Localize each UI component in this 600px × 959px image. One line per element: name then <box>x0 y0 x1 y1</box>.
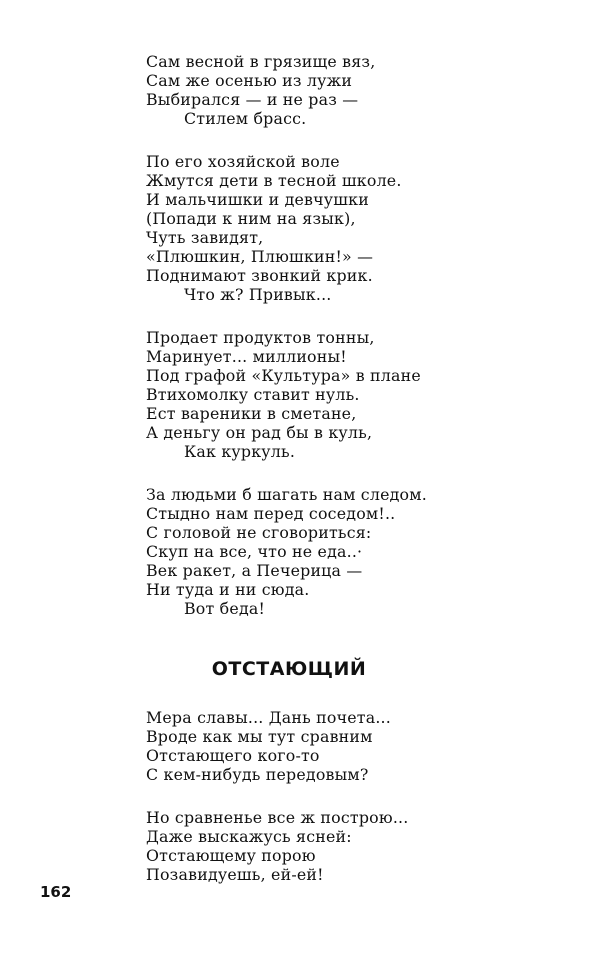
poem-line-indented: Стилем брасс. <box>184 109 307 128</box>
poem-line: Сам же осенью из лужи <box>146 71 353 90</box>
poem-line: А деньгу он рад бы в куль, <box>146 423 373 442</box>
stanza <box>146 708 566 784</box>
poem-line: Продает продуктов тонны, <box>146 328 375 347</box>
stanza <box>146 152 566 304</box>
poem-line: Чуть завидят, <box>146 228 264 247</box>
poem-line: По его хозяйской воле <box>146 152 340 171</box>
poem-line: Скуп на все, что не еда..· <box>146 542 363 561</box>
poem-line: Стыдно нам перед соседом!.. <box>146 504 396 523</box>
poem-line: Выбирался — и не раз — <box>146 90 359 109</box>
poem-body <box>146 708 566 908</box>
poem-line-indented: Вот беда! <box>184 599 266 618</box>
stanza <box>146 52 566 128</box>
poem-line: «Плюшкин, Плюшкин!» — <box>146 247 374 266</box>
poem-line: Отстающего кого-то <box>146 746 320 765</box>
poem-line: Но сравненье все ж построю... <box>146 808 409 827</box>
poem-line: Даже выскажусь ясней: <box>146 827 352 846</box>
poem-line: Отстающему порою <box>146 846 316 865</box>
poem-line: Маринует... миллионы! <box>146 347 347 366</box>
stanza <box>146 808 566 884</box>
poem-line: Втихомолку ставит нуль. <box>146 385 360 404</box>
poem-line: Вроде как мы тут сравним <box>146 727 373 746</box>
poem-line: Под графой «Культура» в плане <box>146 366 421 385</box>
poem-line: И мальчишки и девчушки <box>146 190 369 209</box>
poem-continued-body <box>146 52 566 642</box>
poem-line: Поднимают звонкий крик. <box>146 266 373 285</box>
poem-line: (Попади к ним на язык), <box>146 209 356 228</box>
poem-line-indented: Как куркуль. <box>184 442 296 461</box>
stanza <box>146 328 566 461</box>
poem-line: Жмутся дети в тесной школе. <box>146 171 402 190</box>
poem-line: За людьми б шагать нам следом. <box>146 485 427 504</box>
poem-line: Мера славы... Дань почета... <box>146 708 391 727</box>
poem-line: Ест вареники в сметане, <box>146 404 357 423</box>
poem-line-indented: Что ж? Привык... <box>184 285 332 304</box>
poem-line: С головой не сговориться: <box>146 523 372 542</box>
poem-title: ОТСТАЮЩИЙ <box>211 658 367 680</box>
poem-line: Позавидуешь, ей-ей! <box>146 865 324 884</box>
stanza <box>146 485 566 618</box>
poem-line: С кем-нибудь передовым? <box>146 765 369 784</box>
poem-line: Сам весной в грязище вяз, <box>146 52 376 71</box>
poem-line: Век ракет, а Печерица — <box>146 561 363 580</box>
page-number: 162 <box>40 883 72 901</box>
poem-line: Ни туда и ни сюда. <box>146 580 310 599</box>
